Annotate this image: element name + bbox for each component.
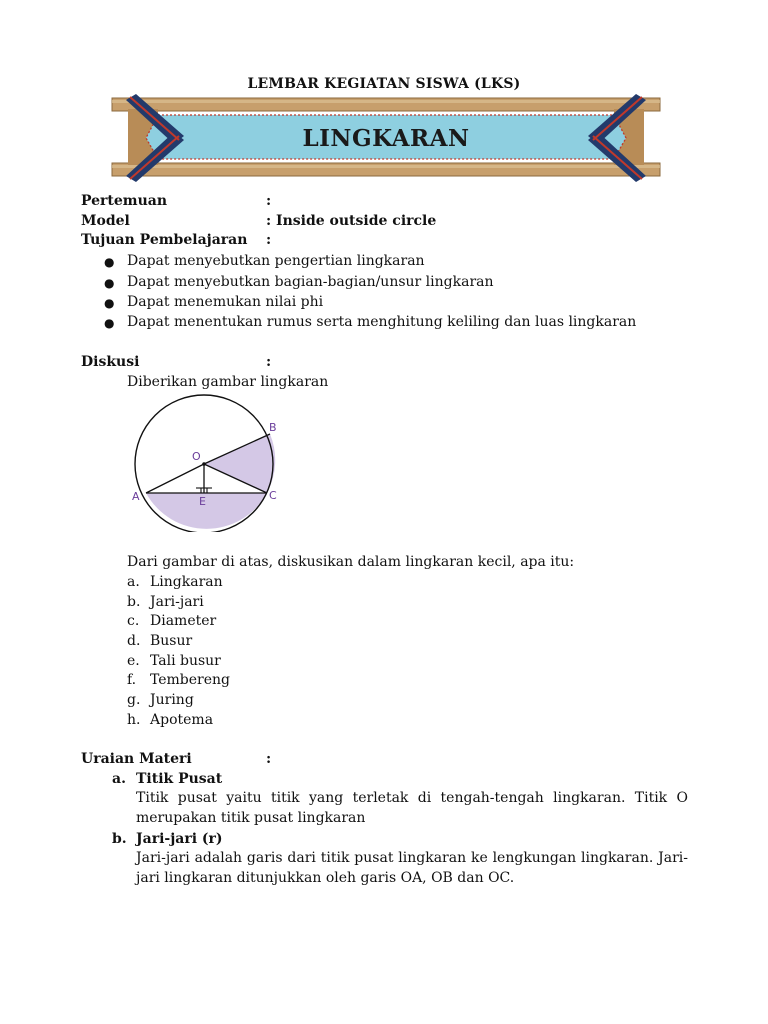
list-marker: e. xyxy=(127,653,140,669)
bullet-icon: ● xyxy=(104,276,115,290)
list-marker: c. xyxy=(127,613,140,629)
circle-diagram-svg xyxy=(126,392,296,532)
model-label: Model xyxy=(81,213,130,229)
section-marker: b. xyxy=(112,831,127,847)
section-body: Titik pusat yaitu titik yang terletak di tengah-tengah lingkaran. Titik O merupakan titik pusat lingkaran xyxy=(136,790,688,826)
list-item: Lingkaran xyxy=(150,574,223,590)
list-marker: b. xyxy=(127,594,141,610)
objective-item: Dapat menyebutkan pengertian lingkaran xyxy=(127,253,425,269)
pertemuan-label: Pertemuan xyxy=(81,193,168,209)
list-item: Tembereng xyxy=(150,672,231,688)
label-A: A xyxy=(132,490,140,503)
model-value: : Inside outside circle xyxy=(266,213,437,229)
list-item: Apotema xyxy=(150,712,214,728)
list-item: Jari-jari xyxy=(150,594,204,610)
uraian-colon: : xyxy=(266,751,272,767)
objective-item: Dapat menentukan rumus serta menghitung keliling dan luas lingkaran xyxy=(127,314,637,330)
pertemuan-value: : xyxy=(266,193,272,209)
list-item: Tali busur xyxy=(150,653,221,669)
diskusi-colon: : xyxy=(266,354,272,370)
label-E: E xyxy=(199,495,206,508)
diskusi-question: Dari gambar di atas, diskusikan dalam lingkaran kecil, apa itu: xyxy=(127,554,575,570)
title-banner xyxy=(108,92,664,184)
uraian-label: Uraian Materi xyxy=(81,751,192,767)
list-marker: g. xyxy=(127,692,141,708)
banner-title: LINGKARAN xyxy=(302,124,470,152)
tujuan-value: : xyxy=(266,232,272,248)
section-marker: a. xyxy=(112,771,126,787)
circle-diagram xyxy=(126,392,296,532)
list-item: Juring xyxy=(150,692,194,708)
label-O: O xyxy=(192,450,201,463)
list-marker: d. xyxy=(127,633,141,649)
section-heading: Jari-jari (r) xyxy=(136,831,223,847)
bullet-icon: ● xyxy=(104,296,115,310)
list-item: Diameter xyxy=(150,613,217,629)
list-marker: f. xyxy=(127,672,137,688)
bullet-icon: ● xyxy=(104,255,115,269)
list-item: Busur xyxy=(150,633,193,649)
tujuan-label: Tujuan Pembelajaran xyxy=(81,232,248,248)
section-heading: Titik Pusat xyxy=(136,771,223,787)
diskusi-intro: Diberikan gambar lingkaran xyxy=(127,374,329,390)
list-marker: h. xyxy=(127,712,141,728)
bullet-icon: ● xyxy=(104,316,115,330)
objective-item: Dapat menyebutkan bagian-bagian/unsur lingkaran xyxy=(127,274,494,290)
document-title: LEMBAR KEGIATAN SISWA (LKS) xyxy=(247,76,521,92)
diskusi-label: Diskusi xyxy=(81,354,140,370)
objective-item: Dapat menemukan nilai phi xyxy=(127,294,324,310)
list-marker: a. xyxy=(127,574,140,590)
section-body: Jari-jari adalah garis dari titik pusat lingkaran ke lengkungan lingkaran. Jari-jari lingkaran ditunjukkan oleh garis OA, OB dan OC. xyxy=(136,850,688,886)
label-C: C xyxy=(269,489,277,502)
label-B: B xyxy=(269,421,277,434)
